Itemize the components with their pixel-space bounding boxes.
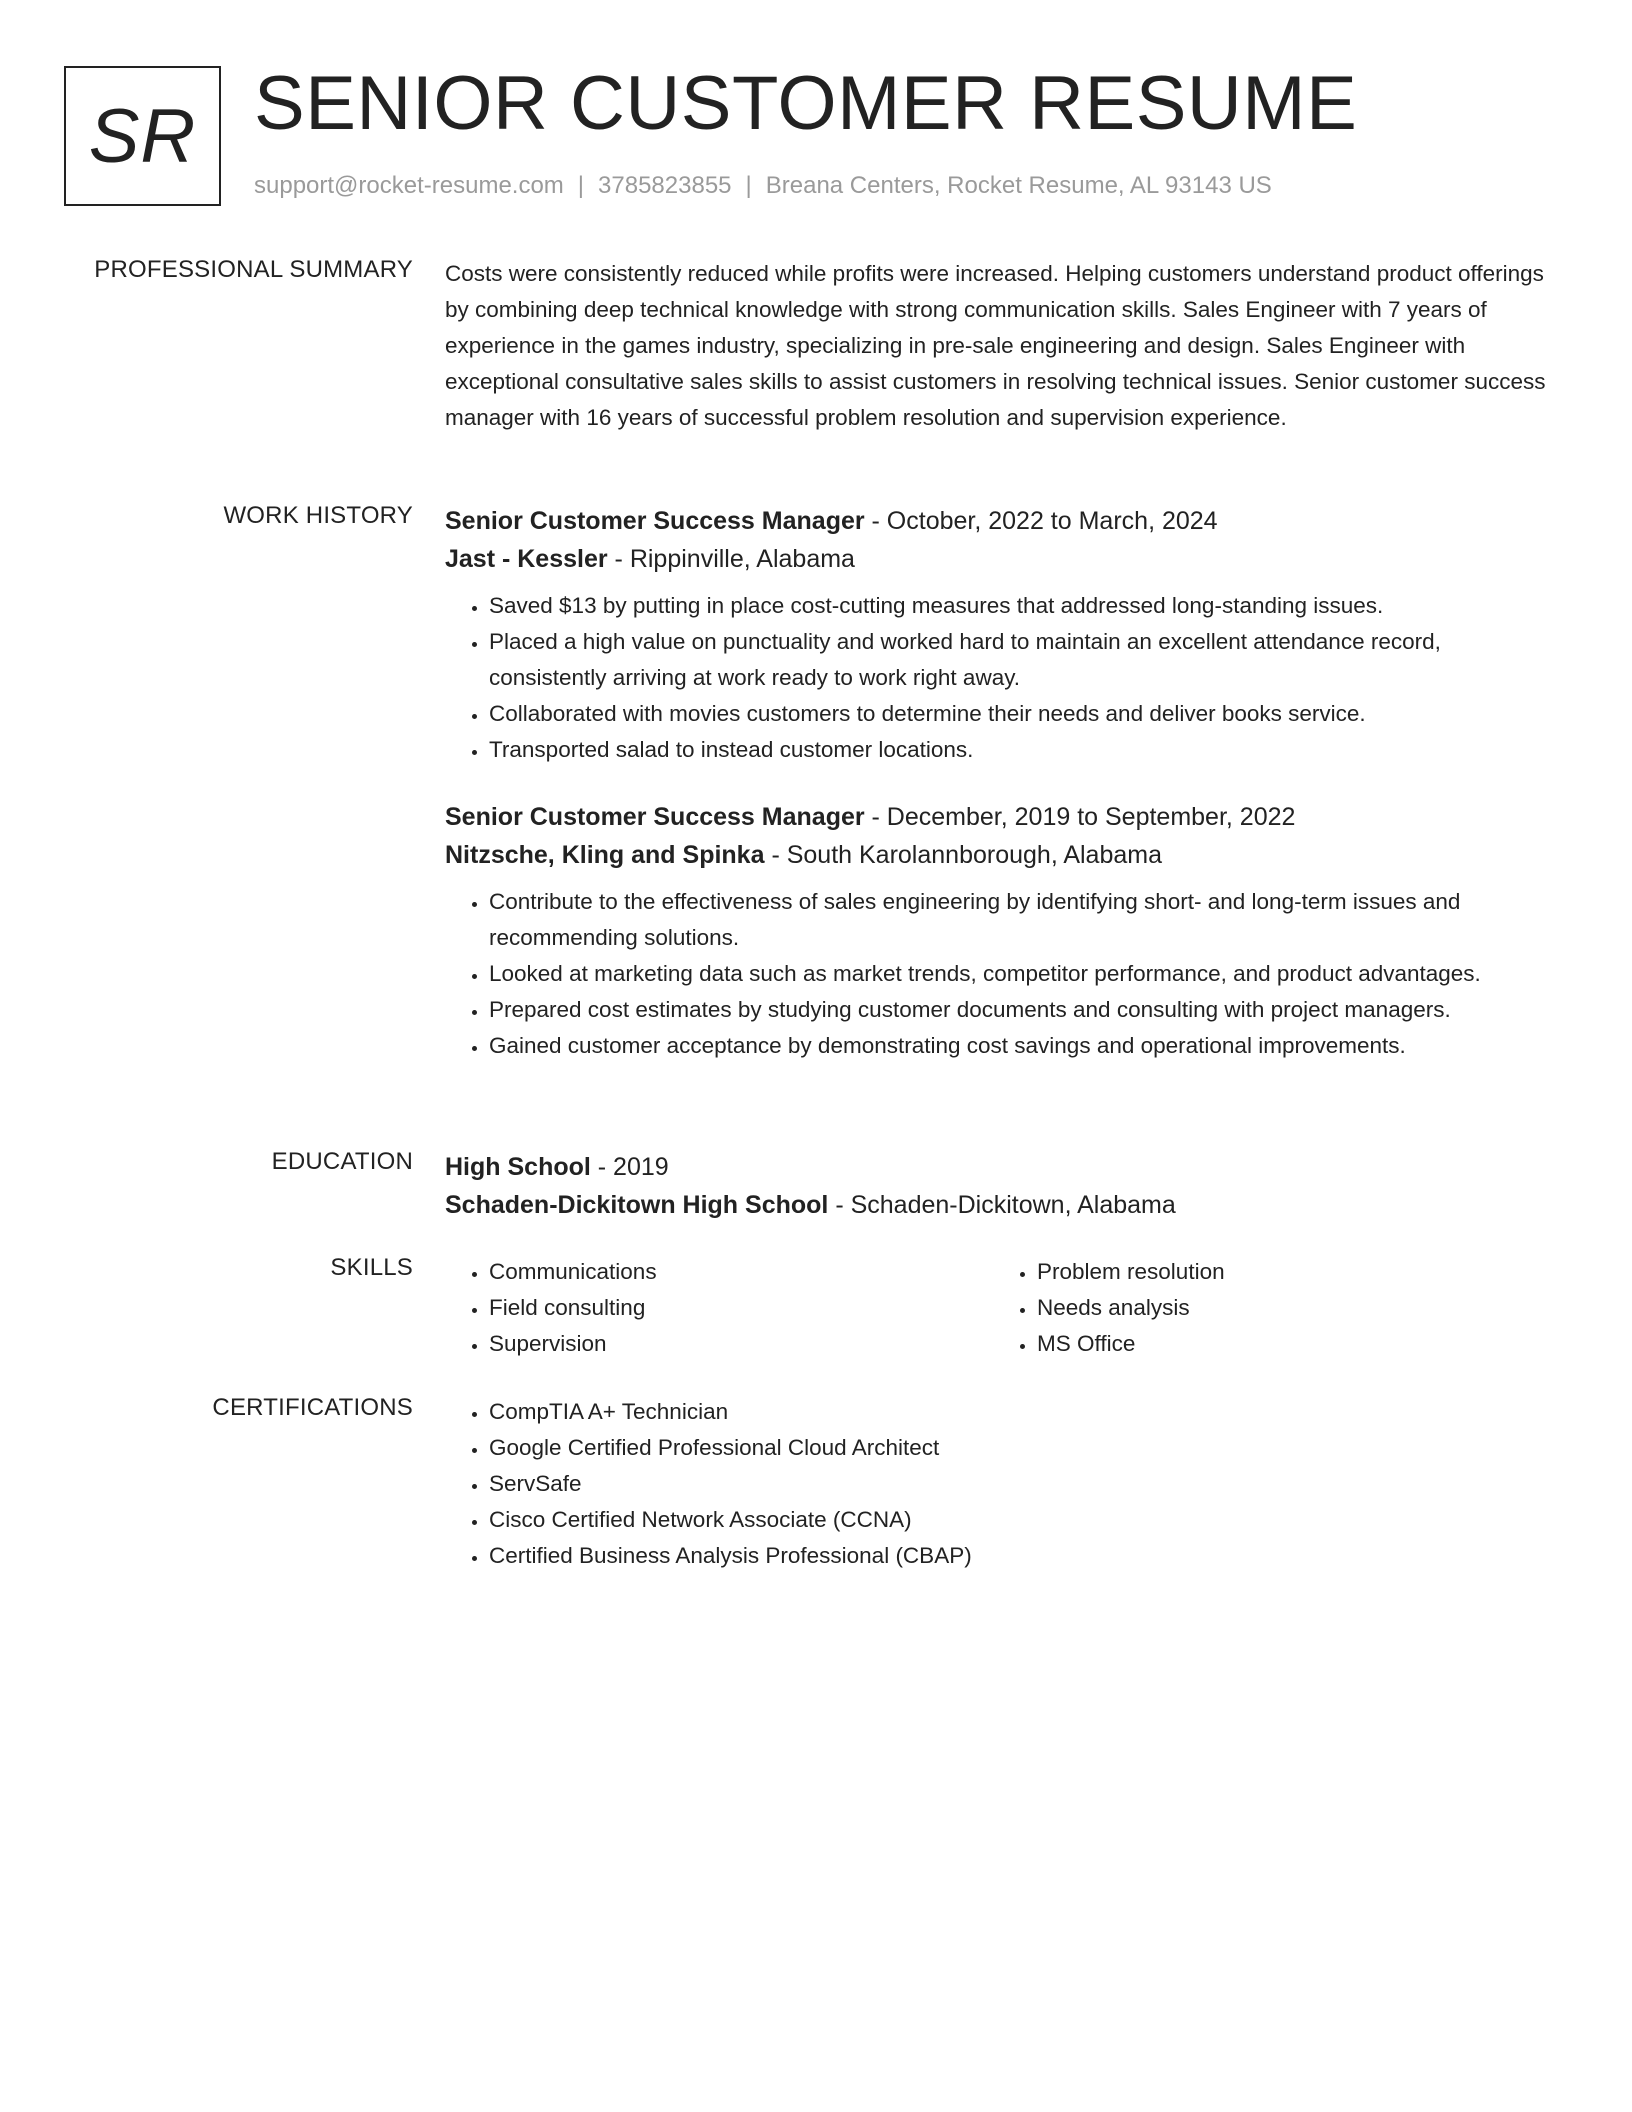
section-title-education: EDUCATION xyxy=(271,1148,413,1175)
job-entry xyxy=(445,502,1560,768)
job-location: - South Karolannborough, Alabama xyxy=(764,841,1162,869)
job-company: Jast - Kessler xyxy=(445,545,608,573)
job-bullet-list xyxy=(445,588,1560,768)
job-bullet: • Contribute to the effectiveness of sales engineering by identifying short- and long-term issues and recommending solutions. xyxy=(489,884,1560,956)
education-year: - 2019 xyxy=(590,1153,669,1181)
job-bullet: • Saved $13 by putting in place cost-cutting measures that addressed long-standing issues. xyxy=(489,588,1560,624)
skill-item: • Needs analysis xyxy=(1037,1290,1541,1326)
job-role: Senior Customer Success Manager xyxy=(445,507,865,535)
education-location: - Schaden-Dickitown, Alabama xyxy=(828,1191,1176,1219)
skills-grid xyxy=(445,1254,1560,1362)
certification-item: • CompTIA A+ Technician xyxy=(489,1394,1560,1430)
contact-email: support@rocket-resume.com xyxy=(254,172,564,199)
certification-item: • Google Certified Professional Cloud Architect xyxy=(489,1430,1560,1466)
certifications-body xyxy=(445,1394,1560,1574)
summary-body xyxy=(445,256,1560,436)
education-degree: High School xyxy=(445,1153,591,1181)
skill-item: • Communications xyxy=(489,1254,993,1290)
job-company-line xyxy=(445,836,1560,874)
education-degree-line xyxy=(445,1148,1560,1186)
job-bullet: • Gained customer acceptance by demonstrating cost savings and operational improvements. xyxy=(489,1028,1560,1064)
job-bullet: • Prepared cost estimates by studying customer documents and consulting with project managers. xyxy=(489,992,1560,1028)
job-dates: - December, 2019 to September, 2022 xyxy=(864,803,1296,831)
skills-list xyxy=(445,1254,993,1362)
section-title-skills: SKILLS xyxy=(330,1254,413,1281)
job-location: - Rippinville, Alabama xyxy=(607,545,855,573)
work-history-body xyxy=(445,502,1560,1064)
summary-text: Costs were consistently reduced while profits were increased. Helping customers understand product offerings by combining deep technical knowledge with strong communication skills. Sales Engineer with 7 years of experience in the games industry, specializing in pre-sale engineering and design. Sales Engineer with exceptional consultative sales skills to assist customers in resolving technical issues. Senior customer success manager with 16 years of successful problem resolution and supervision experience. xyxy=(445,261,1546,430)
skill-item: • MS Office xyxy=(1037,1326,1541,1362)
job-bullet: • Placed a high value on punctuality and worked hard to maintain an excellent attendance record, consistently arriving at work ready to work right away. xyxy=(489,624,1560,696)
job-role: Senior Customer Success Manager xyxy=(445,803,865,831)
job-company: Nitzsche, Kling and Spinka xyxy=(445,841,765,869)
certification-item: • Cisco Certified Network Associate (CCNA) xyxy=(489,1502,1560,1538)
section-title-work-history: WORK HISTORY xyxy=(223,502,413,529)
skills-body xyxy=(445,1254,1560,1362)
job-bullet-list xyxy=(445,884,1560,1064)
contact-phone: 3785823855 xyxy=(598,172,732,199)
skill-item: • Field consulting xyxy=(489,1290,993,1326)
certification-item: • ServSafe xyxy=(489,1466,1560,1502)
skills-column-left xyxy=(445,1254,993,1362)
skills-column-right xyxy=(993,1254,1541,1362)
job-entry xyxy=(445,798,1560,1064)
job-bullet: • Transported salad to instead customer locations. xyxy=(489,732,1560,768)
contact-separator: | xyxy=(745,172,752,199)
education-school: Schaden-Dickitown High School xyxy=(445,1191,829,1219)
education-body xyxy=(445,1148,1560,1224)
job-bullet: • Looked at marketing data such as market trends, competitor performance, and product advantages. xyxy=(489,956,1560,992)
job-role-line xyxy=(445,798,1560,836)
contact-address: Breana Centers, Rocket Resume, AL 93143 US xyxy=(765,172,1272,199)
job-bullet: • Collaborated with movies customers to determine their needs and deliver books service. xyxy=(489,696,1560,732)
contact-line xyxy=(254,172,1272,200)
contact-separator: | xyxy=(577,172,585,199)
certifications-list xyxy=(445,1394,1560,1574)
monogram-logo: SR xyxy=(64,66,221,206)
resume-header xyxy=(64,61,1564,208)
job-company-line xyxy=(445,540,1560,578)
certification-item: • Certified Business Analysis Professional (CBAP) xyxy=(489,1538,1560,1574)
section-title-summary: PROFESSIONAL SUMMARY xyxy=(94,256,413,283)
education-school-line xyxy=(445,1186,1560,1224)
job-role-line xyxy=(445,502,1560,540)
skill-item: • Problem resolution xyxy=(1037,1254,1541,1290)
resume-title: SENIOR CUSTOMER RESUME xyxy=(254,61,1358,146)
skills-list xyxy=(993,1254,1541,1362)
job-dates: - October, 2022 to March, 2024 xyxy=(864,507,1218,535)
skill-item: • Supervision xyxy=(489,1326,993,1362)
section-title-certifications: CERTIFICATIONS xyxy=(212,1394,413,1421)
